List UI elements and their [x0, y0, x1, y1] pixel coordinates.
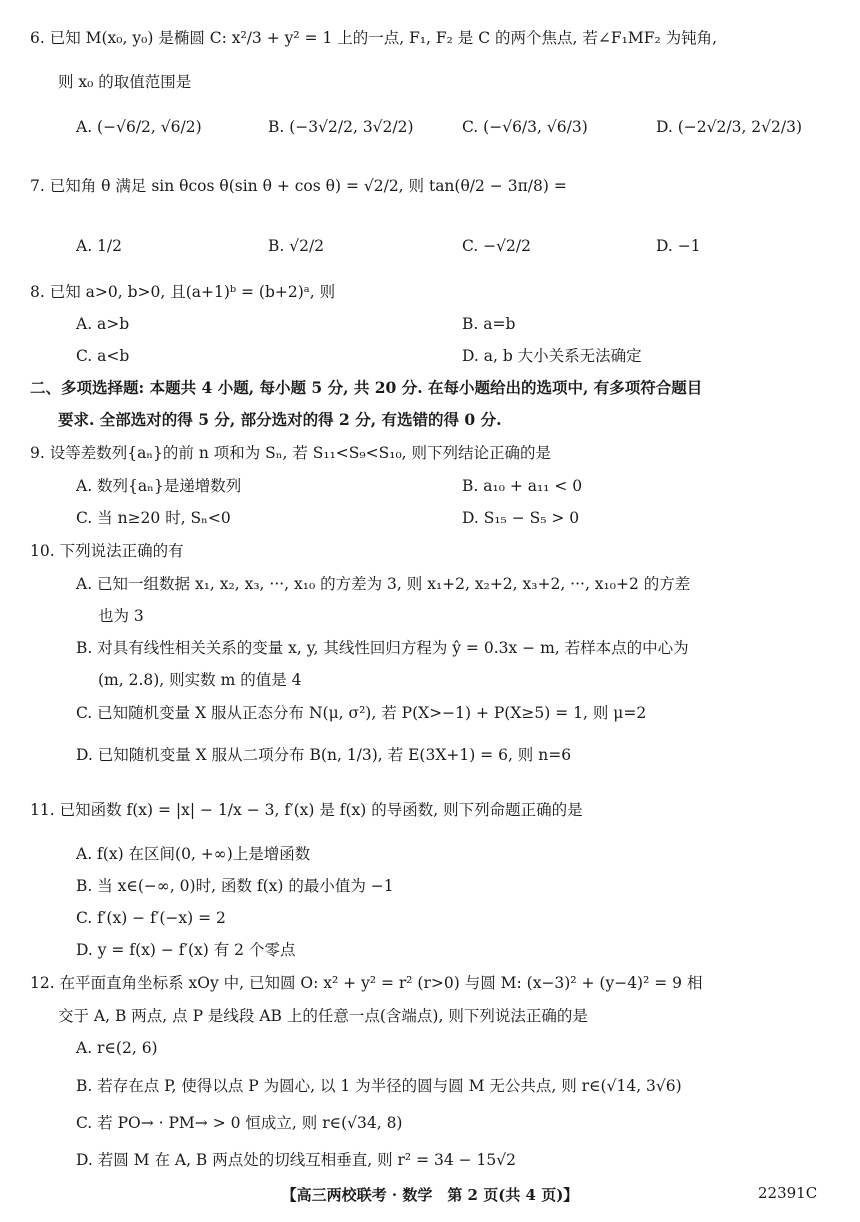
q7-option-a: A. 1/2 — [76, 237, 122, 255]
q10-option-b-line1: B. 对具有线性相关关系的变量 x, y, 其线性回归方程为 ŷ = 0.3x − m, 若样本点的中心为 — [76, 639, 689, 657]
q9-option-c: C. 当 n≥20 时, Sₙ<0 — [76, 509, 231, 527]
q11-option-a: A. f(x) 在区间(0, +∞)上是增函数 — [76, 845, 311, 863]
q10-option-a-line1: A. 已知一组数据 x₁, x₂, x₃, ···, x₁₀ 的方差为 3, 则 x₁+2, x₂+2, x₃+2, ···, x₁₀+2 的方差 — [76, 575, 691, 593]
q7-stem: 7. 已知角 θ 满足 sin θcos θ(sin θ + cos θ) = √2/2, 则 tan(θ/2 − 3π/8) = — [30, 177, 567, 195]
q6-stem-line2: 则 x₀ 的取值范围是 — [58, 73, 192, 91]
q7-option-d: D. −1 — [656, 237, 701, 255]
q9-option-b: B. a₁₀ + a₁₁ < 0 — [462, 477, 583, 495]
section2-heading-line2: 要求. 全部选对的得 5 分, 部分选对的得 2 分, 有选错的得 0 分. — [58, 410, 502, 429]
q9-option-d: D. S₁₅ − S₅ > 0 — [462, 509, 580, 527]
exam-code: 22391C — [758, 1184, 818, 1202]
q8-option-d: D. a, b 大小关系无法确定 — [462, 347, 642, 365]
q10-option-b-line2: (m, 2.8), 则实数 m 的值是 4 — [98, 671, 302, 689]
q8-option-a: A. a>b — [76, 315, 130, 333]
page-footer-title: 【高三两校联考 · 数学 第 2 页(共 4 页)】 — [281, 1186, 579, 1204]
q6-option-b: B. (−3√2/2, 3√2/2) — [268, 118, 414, 136]
q11-option-c: C. f′(x) − f′(−x) = 2 — [76, 909, 226, 927]
q12-stem-line1: 12. 在平面直角坐标系 xOy 中, 已知圆 O: x² + y² = r² (r>0) 与圆 M: (x−3)² + (y−4)² = 9 相 — [30, 974, 703, 992]
q12-option-d: D. 若圆 M 在 A, B 两点处的切线互相垂直, 则 r² = 34 − 15√2 — [76, 1151, 517, 1169]
q6-option-c: C. (−√6/3, √6/3) — [462, 118, 588, 136]
q10-option-d: D. 已知随机变量 X 服从二项分布 B(n, 1/3), 若 E(3X+1) = 6, 则 n=6 — [76, 746, 572, 764]
q8-option-b: B. a=b — [462, 315, 516, 333]
q6-option-a: A. (−√6/2, √6/2) — [76, 118, 202, 136]
q7-option-c: C. −√2/2 — [462, 237, 531, 255]
q6-stem-line1: 6. 已知 M(x₀, y₀) 是椭圆 C: x²/3 + y² = 1 上的一点, F₁, F₂ 是 C 的两个焦点, 若∠F₁MF₂ 为钝角, — [30, 29, 718, 47]
q12-stem-line2: 交于 A, B 两点, 点 P 是线段 AB 上的任意一点(含端点), 则下列说法正确的是 — [58, 1007, 588, 1025]
q10-option-c: C. 已知随机变量 X 服从正态分布 N(μ, σ²), 若 P(X>−1) + P(X≥5) = 1, 则 μ=2 — [76, 704, 647, 722]
q9-stem: 9. 设等差数列{aₙ}的前 n 项和为 Sₙ, 若 S₁₁<S₉<S₁₀, 则下列结论正确的是 — [30, 444, 552, 462]
q10-option-a-line2: 也为 3 — [98, 607, 144, 625]
q10-stem: 10. 下列说法正确的有 — [30, 542, 184, 560]
q11-stem: 11. 已知函数 f(x) = |x| − 1/x − 3, f′(x) 是 f(x) 的导函数, 则下列命题正确的是 — [30, 801, 583, 819]
q6-option-d: D. (−2√2/3, 2√2/3) — [656, 118, 803, 136]
section2-heading-line1: 二、多项选择题: 本题共 4 小题, 每小题 5 分, 共 20 分. 在每小题给出的选项中, 有多项符合题目 — [30, 378, 703, 397]
q12-option-a: A. r∈(2, 6) — [76, 1039, 158, 1057]
q12-option-c: C. 若 PO→ · PM→ > 0 恒成立, 则 r∈(√34, 8) — [76, 1114, 403, 1132]
q11-option-b: B. 当 x∈(−∞, 0)时, 函数 f(x) 的最小值为 −1 — [76, 877, 394, 895]
q12-option-b: B. 若存在点 P, 使得以点 P 为圆心, 以 1 为半径的圆与圆 M 无公共点, 则 r∈(√14, 3√6) — [76, 1077, 682, 1095]
q7-option-b: B. √2/2 — [268, 237, 325, 255]
q8-stem: 8. 已知 a>0, b>0, 且(a+1)ᵇ = (b+2)ᵃ, 则 — [30, 283, 336, 301]
q9-option-a: A. 数列{aₙ}是递增数列 — [76, 477, 242, 495]
q8-option-c: C. a<b — [76, 347, 130, 365]
q11-option-d: D. y = f(x) − f′(x) 有 2 个零点 — [76, 941, 296, 959]
